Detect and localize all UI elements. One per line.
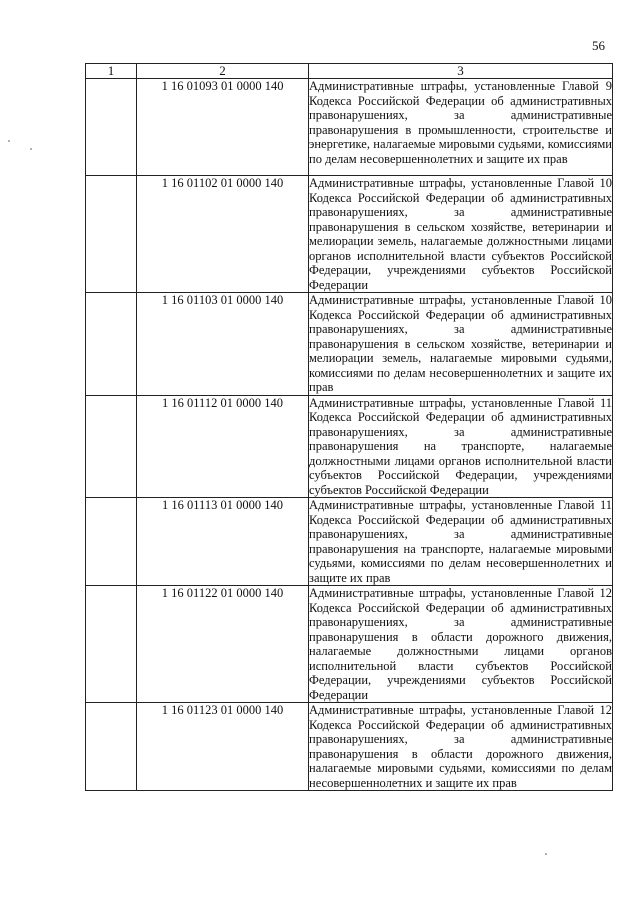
code-description: Административные штрафы, установленные Главой 10 Кодекса Российской Федерации об административных правонарушениях, за административные правонарушения в сельском хозяйстве, ветеринарии и мелиорации земель, налагаемые мировыми судьями, комиссиями по делам несовершеннолетних и защите их прав [309, 293, 612, 394]
scan-speck [545, 853, 547, 855]
scan-speck [8, 140, 10, 142]
table-row [86, 293, 613, 396]
table-header-row [86, 64, 613, 79]
row-col1-cell [86, 498, 137, 586]
table-row [86, 498, 613, 586]
classification-code: 1 16 01112 01 0000 140 [137, 395, 309, 498]
code-description: Административные штрафы, установленные Главой 9 Кодекса Российской Федерации об административных правонарушениях, за административные правонарушения в промышленности, строительстве и энергетике, налагаемые мировыми судьями, комиссиями по делам несовершеннолетних и защите их прав [309, 79, 613, 176]
header-col-1: 1 [86, 64, 137, 79]
classification-code: 1 16 01103 01 0000 140 [137, 293, 309, 396]
table-row [86, 79, 613, 176]
code-description: Административные штрафы, установленные Главой 12 Кодекса Российской Федерации об административных правонарушениях, за административные правонарушения в области дорожного движения, налагаемые мировыми судьями, комиссиями по делам несовершеннолетних и защите их прав [309, 703, 612, 790]
row-col1-cell [86, 176, 137, 293]
code-description: Административные штрафы, установленные Главой 12 Кодекса Российской Федерации об административных правонарушениях, за административные правонарушения в области дорожного движения, налагаемые должностными лицами органов исполнительной власти субъектов Российской Федерации, учреждениями субъектов Российской Федерации [309, 586, 612, 702]
row-col1-cell [86, 703, 137, 791]
header-col-2: 2 [137, 64, 309, 79]
code-description: Административные штрафы, установленные Главой 10 Кодекса Российской Федерации об административных правонарушениях, за административные правонарушения в сельском хозяйстве, ветеринарии и мелиорации земель, налагаемые должностными лицами органов исполнительной власти субъектов Российской Федерации, учреждениями субъектов Российской Федерации [309, 176, 612, 292]
classification-code: 1 16 01123 01 0000 140 [137, 703, 309, 791]
row-col1-cell [86, 395, 137, 498]
budget-codes-table [85, 63, 613, 791]
scan-speck [30, 148, 32, 150]
classification-code: 1 16 01102 01 0000 140 [137, 176, 309, 293]
classification-code: 1 16 01093 01 0000 140 [137, 79, 309, 176]
header-col-3: 3 [309, 64, 613, 79]
table-row [86, 703, 613, 791]
table-row [86, 586, 613, 703]
classification-code: 1 16 01122 01 0000 140 [137, 586, 309, 703]
classification-code: 1 16 01113 01 0000 140 [137, 498, 309, 586]
table-row [86, 395, 613, 498]
code-description: Административные штрафы, установленные Главой 11 Кодекса Российской Федерации об административных правонарушениях, за административные правонарушения на транспорте, налагаемые должностными лицами органов исполнительной власти субъектов Российской Федерации, учреждениями субъектов Российской Федерации [309, 395, 612, 497]
row-col1-cell [86, 79, 137, 176]
table-row [86, 176, 613, 293]
page-number: 56 [592, 38, 605, 53]
code-description: Административные штрафы, установленные Главой 11 Кодекса Российской Федерации об административных правонарушениях, за административные правонарушения на транспорте, налагаемые мировыми судьями, комиссиями по делам несовершеннолетних и защите их прав [309, 498, 612, 585]
row-col1-cell [86, 293, 137, 396]
row-col1-cell [86, 586, 137, 703]
